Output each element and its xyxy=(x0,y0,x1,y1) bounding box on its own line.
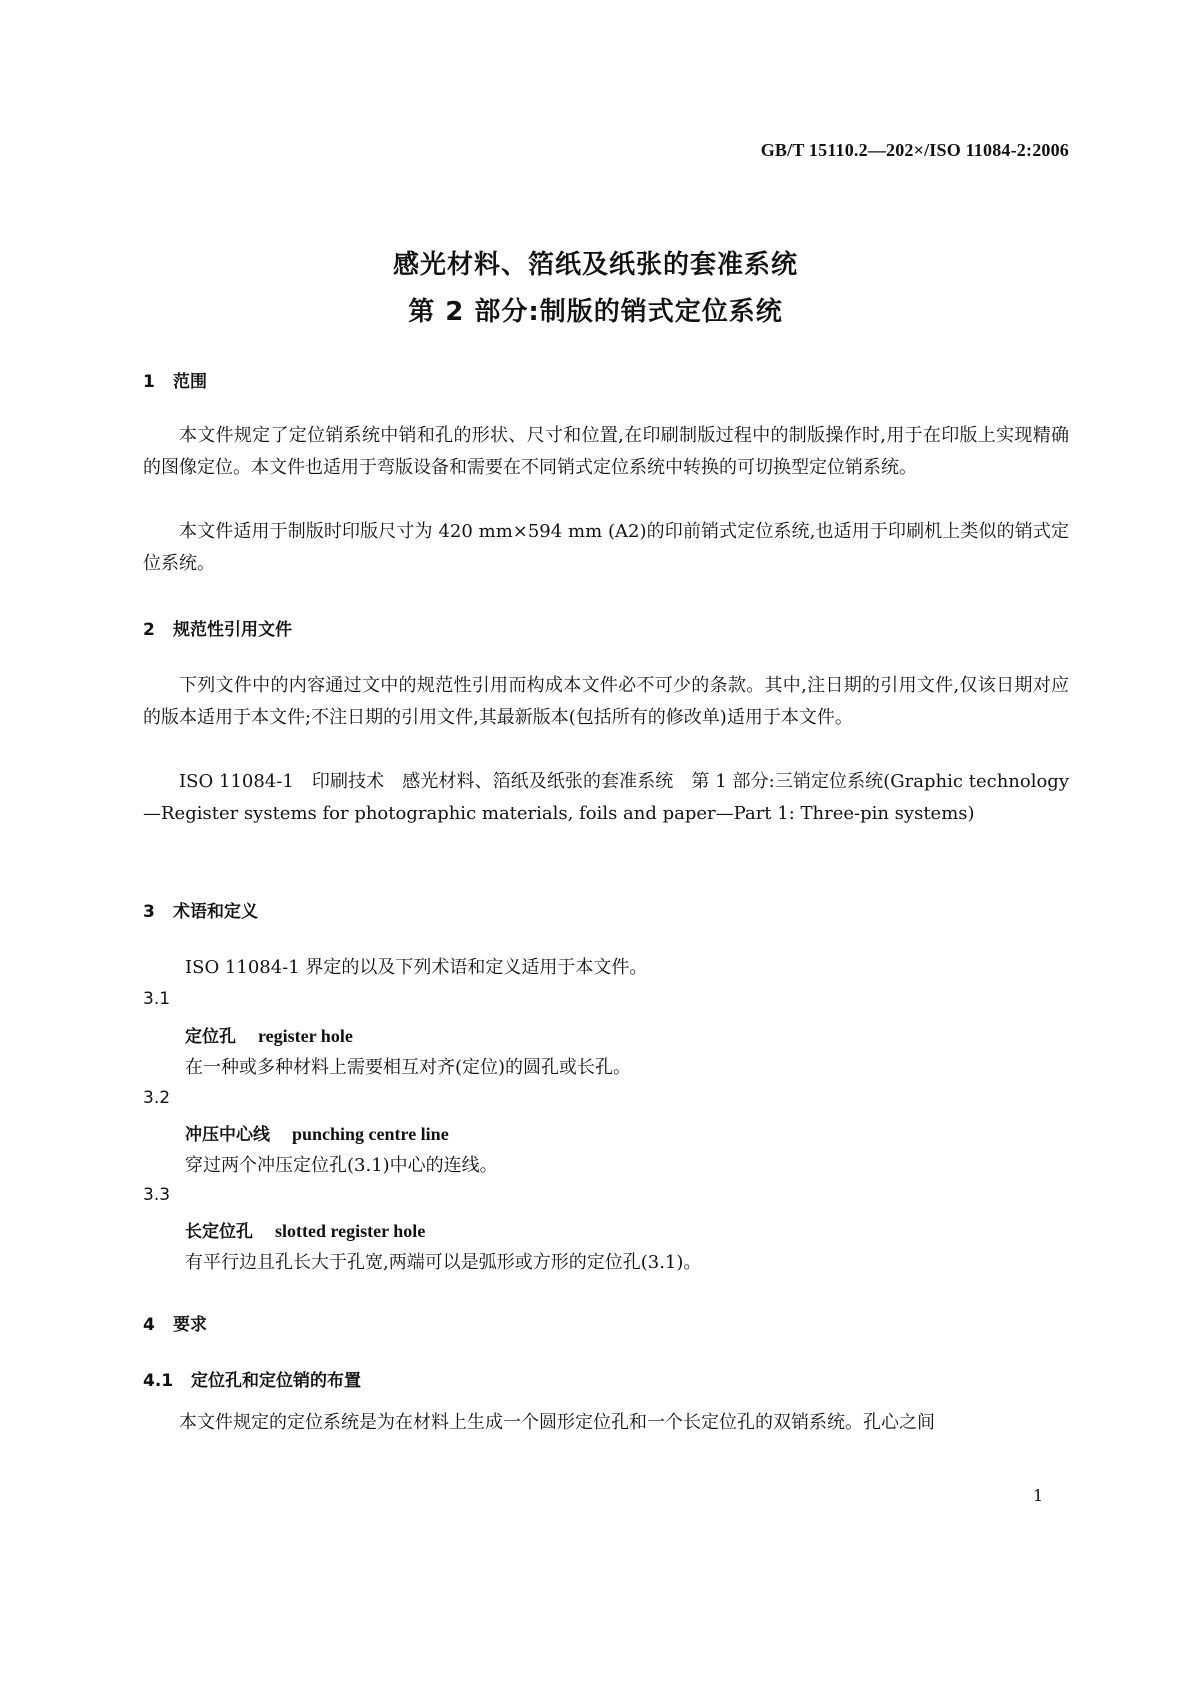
subsection-title: 定位孔和定位销的布置 xyxy=(191,1371,361,1391)
section-title: 术语和定义 xyxy=(173,902,258,922)
section-title: 规范性引用文件 xyxy=(173,620,292,640)
term-zh: 定位孔 xyxy=(185,1027,236,1047)
section-1-heading xyxy=(143,367,207,392)
standard-code-header: GB/T 15110.2—202×/ISO 11084-2:2006 xyxy=(760,140,1069,160)
term-en: punching centre line xyxy=(292,1124,449,1144)
section-1-paragraph-1: 本文件规定了定位销系统中销和孔的形状、尺寸和位置,在印刷制版过程中的制版操作时,用于在印版上实现精确的图像定位。本文件也适用于弯版设备和需要在不同销式定位系统中转换的可切换型定位销系统。 xyxy=(143,425,1069,478)
document-title-line1: 感光材料、箔纸及纸张的套准系统 xyxy=(392,250,798,280)
section-3-heading xyxy=(143,897,258,922)
subsection-4-1-heading xyxy=(143,1366,361,1391)
section-2-normative-reference: ISO 11084-1 印刷技术 感光材料、箔纸及纸张的套准系统 第 1 部分:三销定位系统(Graphic technology—Register systems for photographic materials, foils and paper—Part 1: Three-pin systems) xyxy=(143,771,1069,824)
section-title: 要求 xyxy=(173,1315,207,1335)
term-entry xyxy=(185,1120,449,1145)
term-en: slotted register hole xyxy=(275,1221,426,1241)
term-definition: 穿过两个冲压定位孔(3.1)中心的连线。 xyxy=(185,1155,498,1176)
term-definition: 有平行边且孔长大于孔宽,两端可以是弧形或方形的定位孔(3.1)。 xyxy=(185,1252,702,1273)
subsection-4-1-paragraph: 本文件规定的定位系统是为在材料上生成一个圆形定位孔和一个长定位孔的双销系统。孔心之间 xyxy=(179,1412,935,1433)
term-number: 3.2 xyxy=(143,1088,171,1108)
term-definition: 在一种或多种材料上需要相互对齐(定位)的圆孔或长孔。 xyxy=(185,1057,632,1078)
term-number: 3.1 xyxy=(143,989,171,1009)
page-number: 1 xyxy=(1033,1486,1044,1505)
term-number: 3.3 xyxy=(143,1185,171,1205)
section-2-heading xyxy=(143,615,292,640)
term-entry xyxy=(185,1217,425,1242)
section-number: 2 xyxy=(143,620,155,640)
section-2-paragraph-1: 下列文件中的内容通过文中的规范性引用而构成本文件必不可少的条款。其中,注日期的引用文件,仅该日期对应的版本适用于本文件;不注日期的引用文件,其最新版本(包括所有的修改单)适用于本文件。 xyxy=(143,675,1069,728)
term-zh: 长定位孔 xyxy=(185,1222,253,1242)
term-en: register hole xyxy=(258,1026,353,1046)
section-number: 1 xyxy=(143,372,155,392)
section-title: 范围 xyxy=(173,372,207,392)
term-entry xyxy=(185,1022,353,1047)
section-number: 4 xyxy=(143,1315,155,1335)
section-number: 3 xyxy=(143,902,155,922)
section-1-paragraph-2: 本文件适用于制版时印版尺寸为 420 mm×594 mm (A2)的印前销式定位系统,也适用于印刷机上类似的销式定位系统。 xyxy=(143,521,1069,574)
subsection-number: 4.1 xyxy=(143,1371,174,1391)
section-4-heading xyxy=(143,1310,207,1335)
section-3-intro: ISO 11084-1 界定的以及下列术语和定义适用于本文件。 xyxy=(185,957,648,978)
document-title-line2: 第 2 部分:制版的销式定位系统 xyxy=(408,297,783,327)
term-zh: 冲压中心线 xyxy=(185,1125,270,1145)
